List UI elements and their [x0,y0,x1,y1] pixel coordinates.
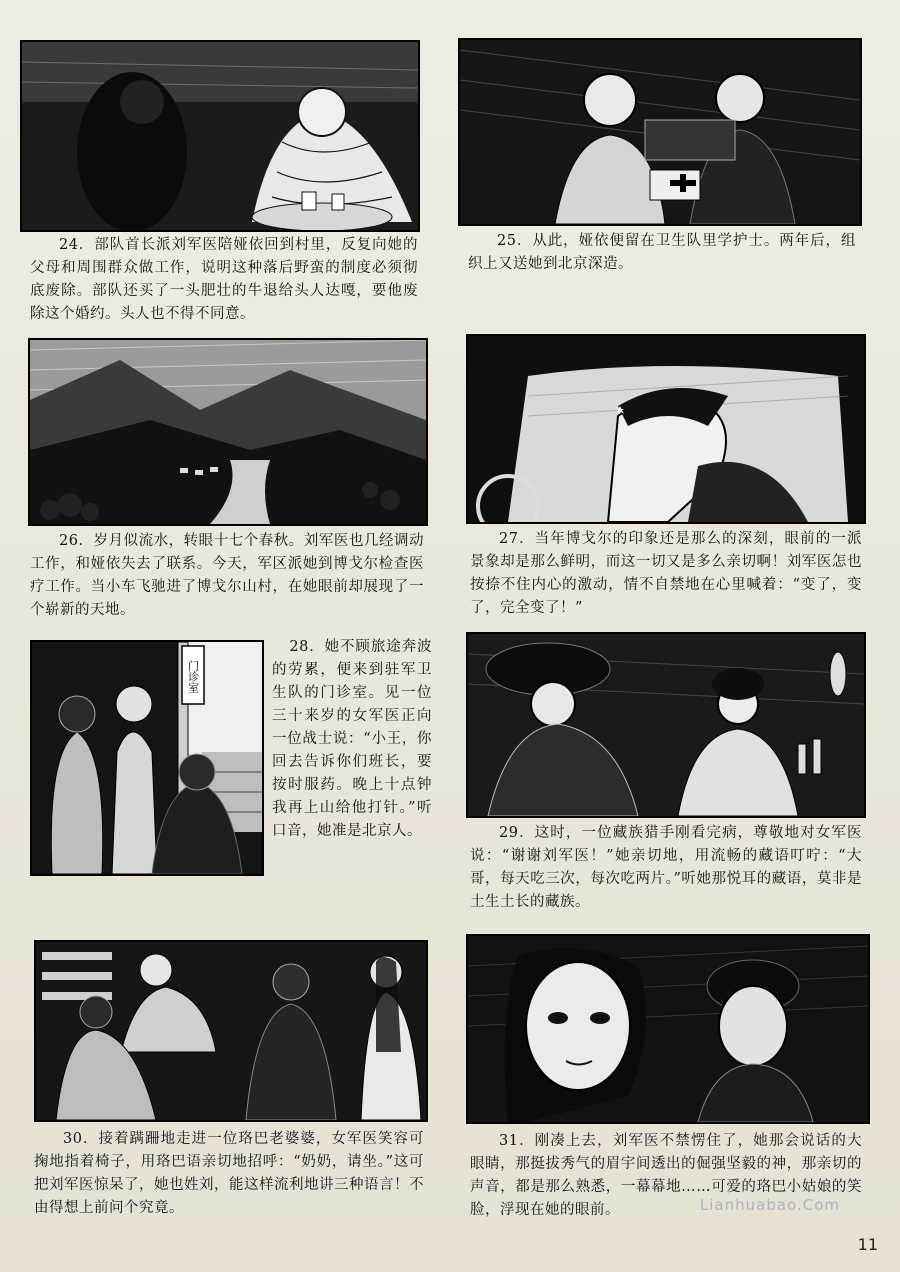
panel-26-caption: 26．岁月似流水，转眼十七个春秋。刘军医也几经调动工作，和娅依失去了联系。今天，军区派她到博戈尔检查医疗工作。当小车飞驰进了博戈尔山村，在她眼前却展现了一个崭新的天地。 [30,533,424,618]
panel-25-drawing [460,40,860,224]
door-sign-text: 门诊室 [186,660,200,693]
panel-25-caption: 25．从此，娅依便留在卫生队里学护士。两年后，组织上又送她到北京深造。 [468,233,856,272]
panel-31-caption: 31．刚凑上去，刘军医不禁愣住了，她那会说话的大眼睛，那挺拔秀气的眉宇间透出的倔强坚毅的神，那亲切的声音，都是那么熟悉，一幕幕地……可爱的珞巴小姑娘的笑脸，浮现在她的眼前。 [470,1133,862,1218]
panel-29-illustration [466,632,866,818]
panel-27-caption: 27．当年博戈尔的印象还是那么的深刻，眼前的一派景象却是那么鲜明，而这一切又是多么亲切啊！刘军医怎也按捺不住内心的激动，情不自禁地在心里喊着：“变了，变了，完全变了！” [470,531,862,616]
panel-24-drawing [22,42,418,230]
panel-24-illustration [20,40,420,232]
panel-26-drawing [30,340,426,524]
panel-31-drawing [468,936,868,1122]
site-watermark: Lianhuabao.Com [699,1196,840,1214]
panel-28-illustration [30,640,264,876]
panel-30-illustration [34,940,428,1122]
panel-28-caption: 28．她不顾旅途奔波的劳累，便来到驻军卫生队的门诊室。见一位三十来岁的女军医正向一位战士说：“小王，你回去告诉你们班长，要按时服药。晚上十点钟我再上山给他打针。”听口音，她准是北京人。 [272,639,432,839]
panel-26-illustration [28,338,428,526]
panel-29-drawing [468,634,864,816]
panel-25-illustration [458,38,862,226]
panel-24-caption: 24．部队首长派刘军医陪娅依回到村里，反复向她的父母和周围群众做工作，说明这种落后野蛮的制度必须彻底废除。部队还买了一头肥壮的牛退给头人达嘎，要他废除这个婚约。头人也不得不同意。 [30,237,418,322]
panel-30-caption: 30．接着蹒跚地走进一位珞巴老婆婆，女军医笑容可掬地指着椅子，用珞巴语亲切地招呼：“奶奶，请坐。”这可把刘军医惊呆了，她也姓刘，能这样流利地讲三种语言！不由得想上前问个究竟。 [34,1131,424,1216]
page-number: 11 [857,1235,878,1254]
panel-28-drawing [32,642,262,874]
panel-31-illustration [466,934,870,1124]
panel-27-drawing [468,336,864,522]
panel-27-illustration [466,334,866,524]
panel-29-caption: 29．这时，一位藏族猎手刚看完病，尊敬地对女军医说：“谢谢刘军医！”她亲切地，用流畅的藏语叮咛：“大哥，每天吃三次，每次吃两片。”听她那悦耳的藏语，莫非是土生土长的藏族。 [470,825,862,910]
panel-30-drawing [36,942,426,1120]
